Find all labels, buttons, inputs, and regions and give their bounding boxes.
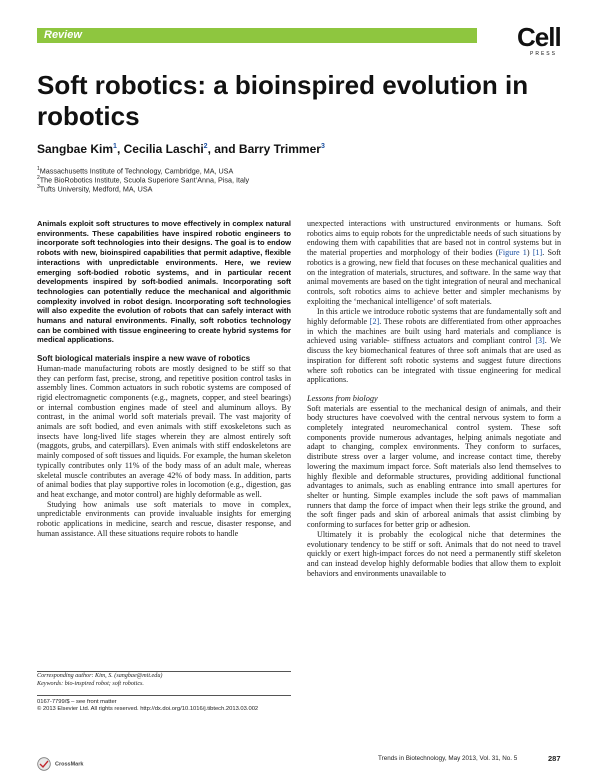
article-title: Soft robotics: a bioinspired evolution in robotics: [37, 70, 529, 131]
author-name[interactable]: Barry Trimmer: [238, 142, 321, 156]
journal-logo: Cell: [517, 22, 561, 52]
crossmark-icon: [37, 757, 51, 771]
abstract: Animals exploit soft structures to move effectively in complex natural environments. These capabilities have inspired robotic engineers to incorporate soft technologies into their designs. The goal is to endow robots with new, bioinspired capabilities that permit adaptive, flexible interactions with unpredictable environments. Here, we review emerging soft-bodied robotic systems, and in particular recent developments inspired by soft-bodied animals. Incorporating soft technologies can potentially reduce the mechanical and algorithmic complexity involved in robot design. Incorporating soft technologies will also expedite the evolution of robots that can safely interact with humans and natural environments. Finally, soft robotics technology can be combined with tissue engineering to create hybrid systems for medical applications.: [37, 219, 291, 345]
body-paragraph: Ultimately it is probably the ecological niche that determines the evolutionary tendency to be stiff or soft. Animals that do not need to travel quickly or exert high-impact forces do not need a permanently stiff skeleton and can instead develop highly deformable bodies that allow them to exploit behaviors and environments unavailable to: [307, 529, 561, 578]
author-affil-sup: 3: [320, 143, 325, 150]
running-footer: Trends in Biotechnology, May 2013, Vol. 31, No. 5: [378, 755, 518, 762]
body-paragraph: unexpected interactions with unstructured environments or humans. Soft robotics aims to equip robots for the unpredictable needs of such situations by endowing them with capabilities that are based not in control systems but in the material properties and morphology of their bodies (Figure 1) [1]. Soft robotics is a growing, new field that focuses on these mechanical qualities and on the integration of materials, structures, and software. In the same way that animal movements are based on the tight integration of neural and mechanical controls, soft robotics aims to achieve better and simpler mechanisms by exploiting the ‘mechanical intelligence’ of soft materials.: [307, 219, 562, 306]
footnote-rule: [37, 671, 291, 672]
crossmark-label: CrossMark: [55, 761, 84, 768]
right-column: [307, 219, 561, 578]
citation-link[interactable]: [3]: [535, 336, 545, 346]
author-affil-sup: 1: [113, 143, 117, 150]
body-paragraph: Studying how animals use soft materials to move in complex, unpredictable environments can provide invaluable insights for emerging robotic applications in medicine, search and rescue, disaster response, and human assistance. All these situations require robots to handle: [37, 499, 291, 538]
corresponding-author: Corresponding author: Kim, S. (sangbae@mit.edu): [37, 673, 163, 679]
body-paragraph: Human-made manufacturing robots are mostly designed to be stiff so that they can perform fast, precise, strong, and repetitive position control tasks in assembly lines. Common actuators in such robotic systems are composed of rigid electromagnetic components (e.g., magnets, copper, and steel bearings) or internal combustion engines made of steel and aluminum alloys. By contrast, in the animal world soft materials prevail. The vast majority of animals are soft bodied, and even animals with stiff exoskeletons such as insects have long-lived life stages wherein they are almost entirely soft (maggots, grubs, and caterpillars). Even animals with stiff endoskeletons are mainly composed of soft tissues and liquids. For example, the human skeleton typically contributes only 11% of the body mass of an adult male, whereas skeletal muscle contributes an average 42% of body mass. In addition, parts of animal bodies that play supportive roles in locomotion (e.g., digestion, gas and heat exchange, and motor control) are highly deformable as well.: [37, 363, 291, 499]
figure-link[interactable]: Figure 1: [498, 248, 527, 258]
subsection-heading: Lessons from biology: [307, 393, 378, 403]
issn-line: 0167-7799/$ – see front matter: [37, 699, 117, 705]
page-number: 287: [548, 754, 561, 763]
citation-link[interactable]: [1]: [532, 248, 543, 258]
issn-block: [37, 699, 291, 714]
author-affil-sup: 2: [203, 143, 208, 150]
author-list: Sangbae Kim$^1$, Cecilia Laschi$^2$, and Barry Trimmer$^3$: [37, 142, 325, 156]
journal-press-label: PRESS: [530, 51, 557, 57]
crossmark-badge[interactable]: [37, 755, 83, 773]
affiliation: $^2$The BioRobotics Institute, Scuola Superiore Sant’Anna, Pisa, Italy: [37, 175, 250, 185]
copyright-line[interactable]: © 2013 Elsevier Ltd. All rights reserved. http://dx.doi.org/10.1016/j.tibtech.2013.03.002: [37, 706, 259, 713]
author-name[interactable]: Cecilia Laschi: [123, 142, 204, 156]
body-paragraph: Soft materials are essential to the mechanical design of animals, and their body structures have coevolved with the central nervous system to form a completely integrated neuromechanical control system. These soft components provide numerous advantages, helping animals negotiate and adapt to changing, complex environments. They conform to surfaces, distribute stress over a larger volume, and increase contact time, thereby lowering the maximum impact force. Soft materials also lend themselves to highly flexible and deformable structures, providing additional functional advantages to animals, such as enabling entrance into small apertures for shelter or hunting. Simple examples include the soft paws of mammalian runners that damp the force of impact when their legs strike the ground, and the soft finger pads and skin of arboreal animals that assist climbing by conforming to surfaces for better grip or adhesion.: [307, 403, 561, 530]
left-column: [37, 219, 291, 539]
citation-link[interactable]: [2]: [369, 317, 380, 327]
section-heading: Soft biological materials inspire a new wave of robotics: [37, 354, 251, 364]
keywords: Keywords: bio-inspired robot; soft robotics.: [37, 680, 144, 687]
affiliation: $^3$Tufts University, Medford, MA, USA: [37, 184, 153, 194]
affiliation: $^1$Massachusetts Institute of Technology, Cambridge, MA, USA: [37, 166, 234, 176]
footnote-rule: [37, 695, 291, 696]
author-name[interactable]: Sangbae Kim: [37, 142, 114, 156]
section-banner: [37, 28, 477, 43]
footnote-block: [37, 673, 291, 688]
section-label: Review: [44, 29, 82, 41]
body-paragraph: In this article we introduce robotic systems that are fundamentally soft and highly deformable [2]. These robots are differentiated from other approaches in which the machines are built using hard materials and compliance is achieved using variable- stiffness actuators and compliant control [3]. We discuss the key biomechanical features of three soft animals that are used as inspiration for different soft robotic systems and suggest future directions where soft robotics can be integrated with tissue engineering for medical applications.: [307, 307, 561, 385]
